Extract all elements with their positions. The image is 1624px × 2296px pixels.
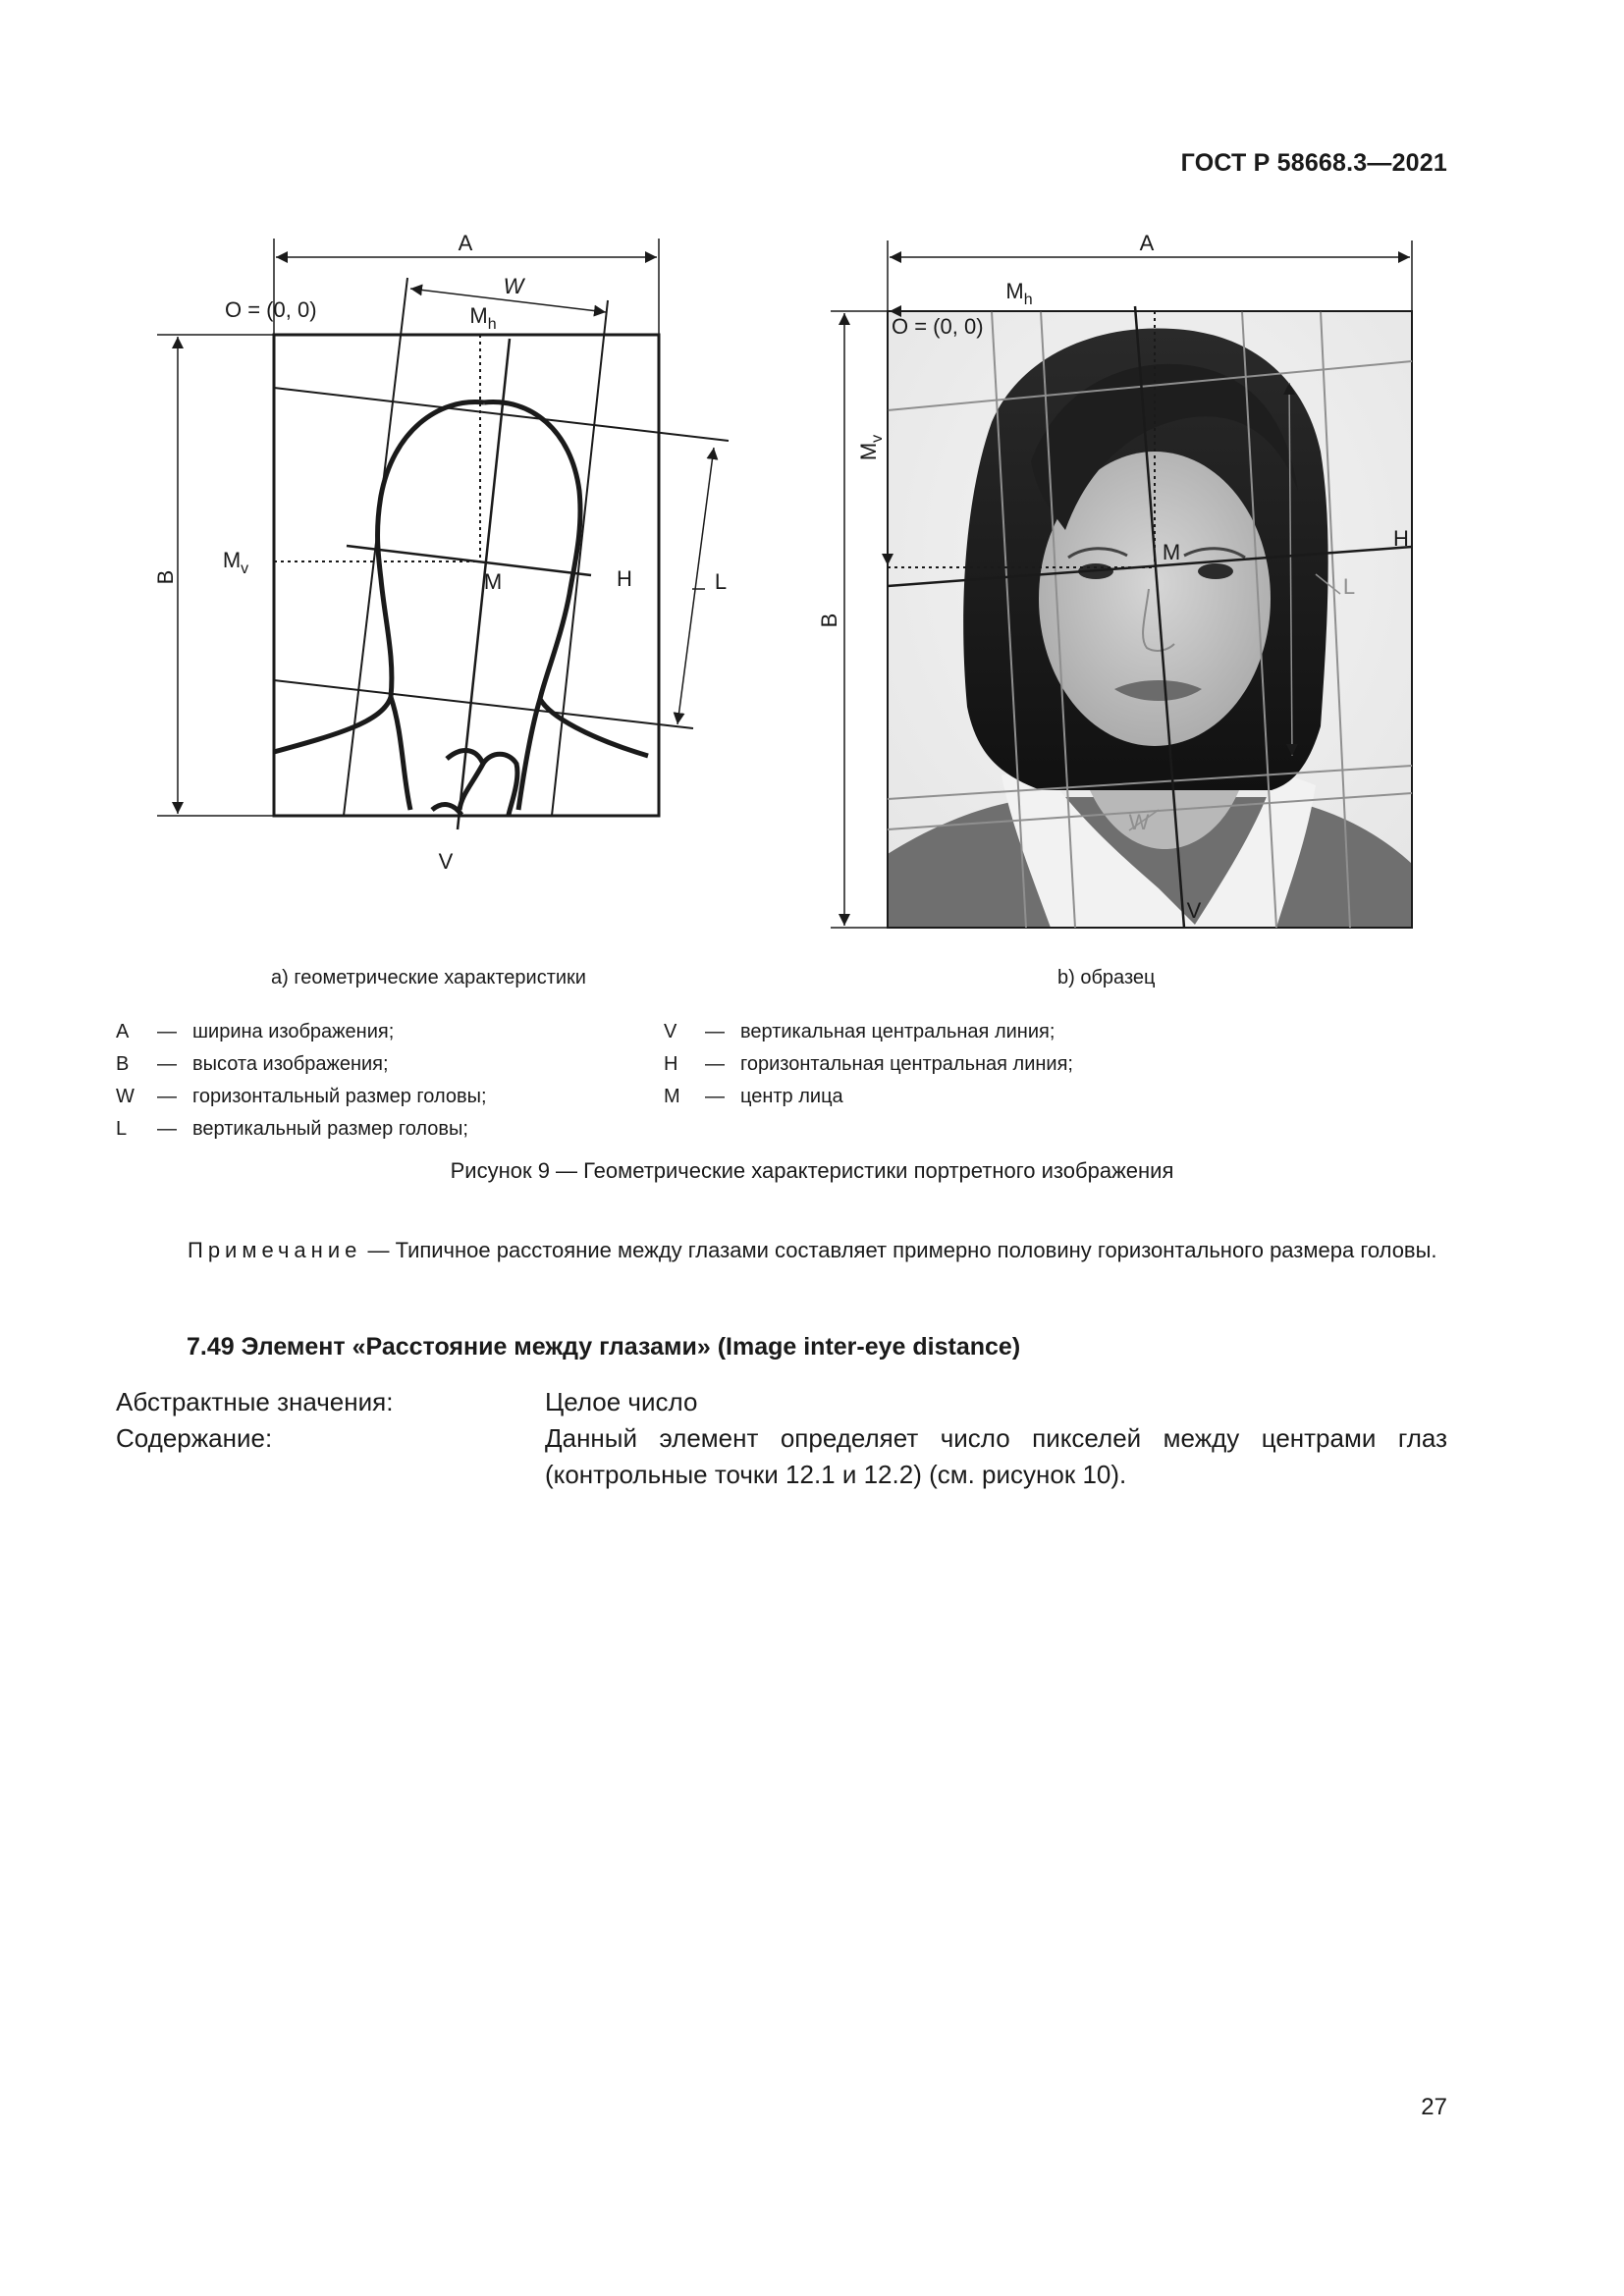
label-H: H (617, 566, 632, 591)
legend-item: L — вертикальный размер головы; (116, 1118, 468, 1140)
label-origin: O = (0, 0) (225, 297, 317, 322)
label-W: W (1128, 810, 1150, 834)
label-V: V (1186, 898, 1202, 923)
label-H: H (1393, 526, 1409, 551)
note-text: Типичное расстояние между глазами составляет примерно половину горизонтального размера головы. (395, 1238, 1437, 1262)
label-A: A (1139, 231, 1155, 255)
legend-item: H — горизонтальная центральная линия; (664, 1053, 1073, 1075)
head-outline (274, 402, 648, 815)
attribute-value: Данный элемент определяет число пикселей между центрами глаз (контрольные точки 12.1 и 12.2) (см. рисунок 10). (545, 1423, 1447, 1489)
label-L: L (1342, 574, 1356, 599)
legend-item: V — вертикальная центральная линия; (664, 1021, 1056, 1042)
figure-caption: Рисунок 9 — Геометрические характеристики портретного изображения (450, 1158, 1174, 1183)
figure-a-caption: a) геометрические характеристики (271, 967, 586, 988)
legend-item: B — высота изображения; (116, 1053, 389, 1075)
label-Mh: $M_h$ (469, 303, 497, 333)
attribute-value: Целое число (545, 1387, 698, 1416)
label-V: V (438, 849, 454, 874)
attribute-name: Абстрактные значения: (116, 1387, 394, 1416)
figure-b-diagram (805, 216, 1434, 942)
note-paragraph (116, 1234, 1447, 1266)
label-Mv: $M_v$ (856, 434, 886, 461)
label-B: B (817, 613, 841, 628)
note-label: Примечание (188, 1238, 362, 1262)
attribute-name: Содержание: (116, 1423, 273, 1453)
label-A: A (458, 231, 473, 255)
legend-item: M — центр лица (664, 1086, 843, 1107)
label-L: L (714, 569, 728, 594)
figure-b-caption: b) образец (1057, 967, 1156, 988)
label-origin: O = (0, 0) (892, 314, 984, 339)
label-W: W (503, 274, 524, 298)
label-Mv: $M_v$ (222, 548, 249, 577)
figure-a-diagram (137, 216, 746, 903)
label-Mh: $M_h$ (1005, 279, 1033, 308)
legend-item: W — горизонтальный размер головы; (116, 1086, 487, 1107)
legend-right (664, 1016, 1073, 1113)
legend-item: A — ширина изображения; (116, 1021, 395, 1042)
label-M: M (1162, 540, 1181, 564)
label-M: M (483, 569, 503, 594)
legend-left (116, 1016, 487, 1146)
head-length-line (677, 448, 714, 724)
document-id: ГОСТ Р 58668.3—2021 (1180, 149, 1447, 177)
label-B: B (153, 569, 178, 585)
page-number: 27 (1421, 2094, 1447, 2120)
section-title: 7.49 Элемент «Расстояние между глазами» (Image inter-eye distance) (187, 1333, 1021, 1361)
note-dash: — (367, 1238, 390, 1262)
